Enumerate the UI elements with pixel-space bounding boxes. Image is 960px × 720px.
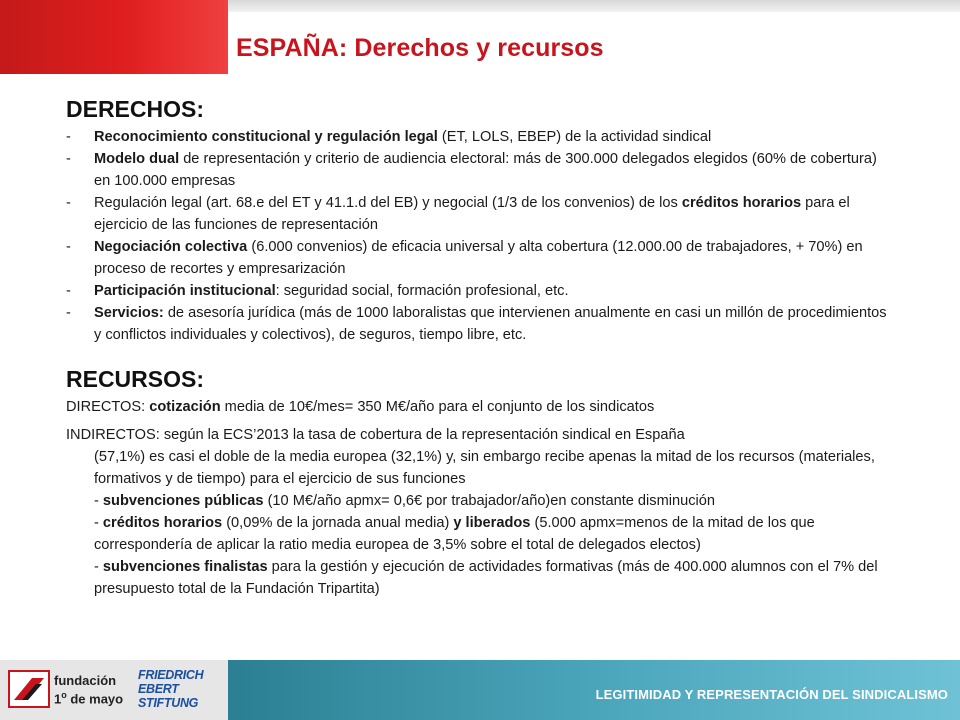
derechos-item: - Reconocimiento constitucional y regulación legal (ET, LOLS, EBEP) de la actividad sindical [66, 129, 712, 145]
footer-bar [228, 660, 960, 720]
derechos-heading: DERECHOS: [66, 96, 205, 122]
friedrich-ebert-stiftung-logo: FRIEDRICH EBERT STIFTUNG [138, 668, 204, 710]
top-grey-bar [228, 0, 960, 12]
content-area [66, 94, 896, 600]
derechos-list [66, 126, 896, 346]
derechos-item: - Regulación legal (art. 68.e del ET y 41.1.d del EB) y negocial (1/3 de los convenios) de los créditos horarios para el ejercicio de las funciones de representación [66, 195, 850, 233]
derechos-item: - Modelo dual de representación y criterio de audiencia electoral: más de 300.000 delegados elegidos (60% de cobertura) en 100.000 empresas [66, 151, 877, 189]
indirectos-paragraph [66, 424, 896, 600]
page-title: ESPAÑA: Derechos y recursos [236, 34, 604, 62]
subvenciones-publicas-line: - subvenciones públicas (10 M€/año apmx= 0,6€ por trabajador/año)en constante disminución [94, 493, 715, 509]
recursos-heading: RECURSOS: [66, 366, 205, 392]
corner-red-block [0, 0, 228, 74]
fundacion-1-mayo-logo: fundación 1$^o$ de mayo [8, 666, 128, 714]
creditos-horarios-line: - créditos horarios (0,09% de la jornada anual media) y liberados (5.000 apmx=menos de la mitad de los que correspondería de aplicar la ratio media europea de 3,5% sobre el total de delegados electos) [94, 515, 815, 553]
indirectos-continuation: (57,1%) es casi el doble de la media europea (32,1%) y, sin embargo recibe apenas la mitad de los recursos (materiales, formativos y de tiempo) para el ejercicio de sus funciones [94, 449, 875, 487]
derechos-item: - Negociación colectiva (6.000 convenios) de eficacia universal y alta cobertura (12.000.00 de trabajadores, + 70%) en proceso de recortes y empresarización [66, 239, 863, 277]
derechos-item: - Servicios: de asesoría jurídica (más de 1000 laboralistas que intervienen anualmente en casi un millón de procedimientos y conflictos individuales y colectivos), de seguros, tiempo libre, etc. [66, 305, 887, 343]
footer-caption: LEGITIMIDAD Y REPRESENTACIÓN DEL SINDICALISMO [595, 687, 948, 702]
derechos-item: - Participación institucional: seguridad social, formación profesional, etc. [66, 283, 569, 299]
fundacion-logo-icon [8, 670, 50, 708]
directos-paragraph: DIRECTOS: cotización media de 10€/mes= 350 M€/año para el conjunto de los sindicatos [66, 399, 655, 415]
subvenciones-finalistas-line: - subvenciones finalistas para la gestión y ejecución de actividades formativas (más de 400.000 alumnos con el 7% del presupuesto total de la Fundación Tripartita) [94, 559, 878, 597]
footer-logo-area [0, 660, 228, 720]
indirectos-first-line: INDIRECTOS: según la ECS’2013 la tasa de cobertura de la representación sindical en España [66, 427, 685, 443]
